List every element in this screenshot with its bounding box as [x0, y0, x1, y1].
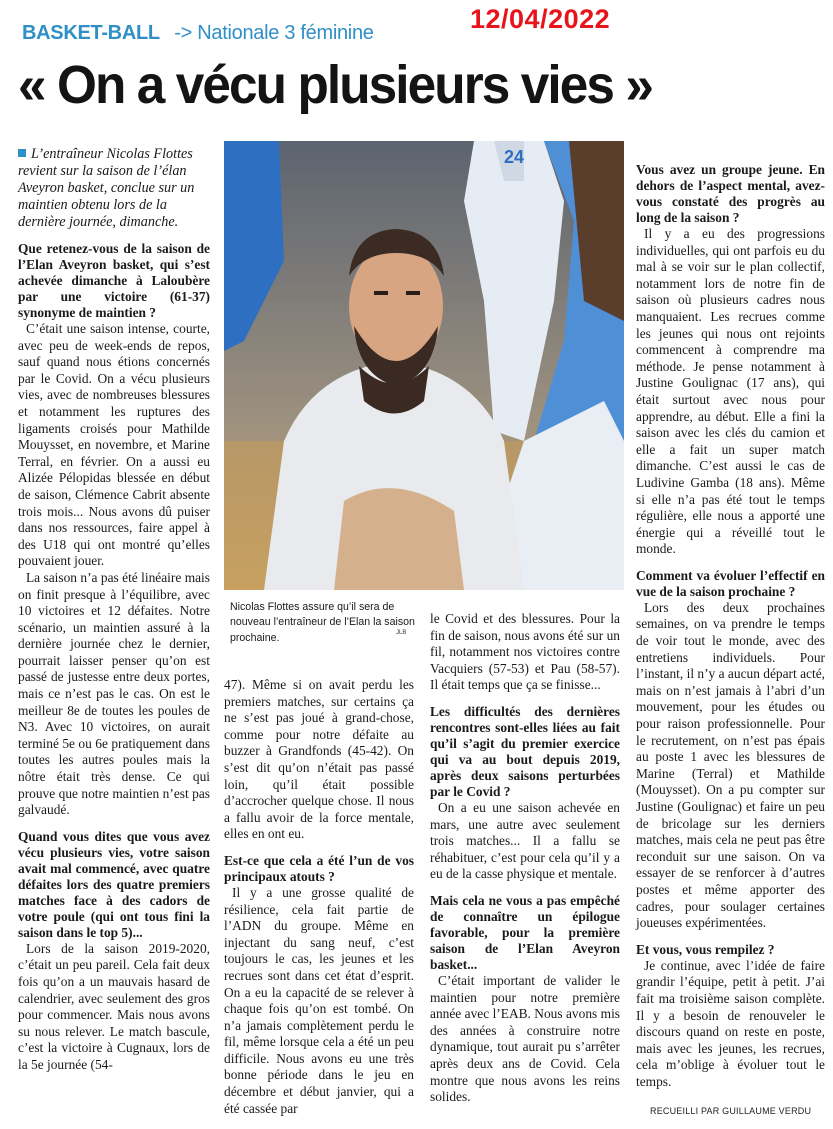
date-stamp: 12/04/2022 [470, 4, 611, 34]
intro-paragraph [18, 146, 210, 231]
question-7: Comment va évoluer l’effectif en vue de la saison prochaine ? [636, 567, 825, 599]
column-3 [430, 611, 620, 1106]
subsection-label: -> Nationale 3 féminine [174, 22, 374, 44]
column-2 [224, 677, 414, 1117]
question-5: Mais cela ne vous a pas empêché de connaître un épilogue favorable, pour la première saison de l’Elan Aveyron basket... [430, 892, 620, 972]
answer-2-p1: Lors de la saison 2019-2020, c’était un peu pareil. Cela fait deux fois qu’on a un mauvais hasard de calendrier, avec seulement des gros pour commencer. Mais nous avons su nous relever. Le match bascule, c’est la victoire à Cugnaux, lors de la 5e journée (54- [18, 940, 210, 1072]
coach-photo [224, 141, 624, 590]
answer-1-p2: La saison n’a pas été linéaire mais on finit presque à l’équilibre, avec 10 victoires et 12 défaites. Notre scénario, un maintien assuré à la dernière journée chez le dernier, pourrait laisser penser qu’on est passé de justesse entre deux portes, mais ce n’est pas le cas. On est le meilleur 8e de toutes les poules de N3. Avec 10 victoires, on aurait terminé 5e ou 6e pratiquement dans toutes les autres poules mais la nôtre était très dense. Ce qui prouve que notre maintien n’est pas galvaudé. [18, 569, 210, 818]
answer-1-p1: C’était une saison intense, courte, avec peu de week-ends de repos, sauf quand nous étions concernés par le Covid. On a vécu plusieurs vies, avec de nombreuses blessures et notamment les ruptures des ligaments croisés pour Mathilde Mouysset, en novembre, et Marine Terral, en février. On a aussi eu Alizée Pélopidas blessée en début de saison, Clémence Cabrit absente trois mois... Nous avons dû puiser dans nos ressources, faire appel à des U18 qui ont montré qu’elles pouvaient jouer. [18, 321, 210, 569]
answer-7: Lors des deux prochaines semaines, on va prendre le temps de voir tout le monde, avec des entretiens individuels. Pour l’instant, il n’y a aucun départ acté, mais on n’est jamais à l’abri d’un mouvement, pour les études ou pour raison professionnelle. Pour le recrutement, on n’est pas épais au poste 1 avec les blessures de Marine (Terral) et Mathilde (Mouysset). On a pu compter sur Justine (Goulignac) et faire un peu de bricolage sur les derniers matches, mais cela ne peut pas être reconduit sur une saison. On va essayer de se renforcer à d’autres postes et même apporter des cadres, pour soulager certaines joueuses expérimentées. [636, 599, 825, 931]
photo-caption: Nicolas Flottes assure qu’il sera de nouveau l’entraîneur de l’Elan la saison prochaine. [230, 601, 415, 644]
intro-text: L’entraîneur Nicolas Flottes revient sur la saison de l’élan Aveyron basket, conclue sur un maintien obtenu lors de la dernière journée, dimanche. [18, 146, 195, 230]
answer-5: C’était important de valider le maintien pour notre première année avec l’EAB. Nous avons mis des années à construire notre dynamique, tout aurait pu s’arrêter après deux ans de Covid. Cela montre que nous avons les reins solides. [430, 972, 620, 1105]
question-1: Que retenez-vous de la saison de l’Elan Aveyron basket, qui s’est achevée dimanche à Laloubère par une victoire (61-37) synonyme de maintien ? [18, 241, 210, 320]
section-label: BASKET-BALL [22, 22, 160, 44]
jersey-number: 24 [504, 147, 525, 167]
question-3: Est-ce que cela a été l’un de vos principaux atouts ? [224, 852, 414, 884]
answer-3-continued: le Covid et des blessures. Pour la fin de saison, nous avons été sur un fil, notamment nos victoires contre Vacquiers (57-53) et Pau (58-57). Il était temps que ça se finisse... [430, 611, 620, 693]
author-signature: RECUEILLI PAR GUILLAUME VERDU [650, 1106, 812, 1116]
column-4 [636, 162, 825, 1091]
answer-4: On a eu une saison achevée en mars, une autre avec seulement trois matches... Il a fallu se réhabituer, c’est pour cela qu’il y a eu de la casse physique et mentale. [430, 799, 620, 882]
answer-8: Je continue, avec l’idée de faire grandir l’équipe, petit à petit. J’ai fait ma troisième saison complète. Il y a besoin de renouveler le discours quand on reste en poste, mais avec les jeunes, les recrues, cela m’oblige à évoluer tout le temps. [636, 957, 825, 1089]
column-1 [18, 146, 210, 1074]
question-2: Quand vous dites que vous avez vécu plusieurs vies, votre saison avait mal commencé, avec quatre défaites lors des quatre premiers matches face à des cadors de votre poule (qui ont tous fini la saison dans le top 5)... [18, 828, 210, 940]
coach-photo-illustration [224, 141, 624, 590]
section-rubric [22, 22, 374, 45]
answer-3: Il y a une grosse qualité de résilience, cela fait partie de l’ADN du groupe. Même en injectant du sang neuf, c’est toujours le cas, les jeunes et les recrues sont dans cet état d’esprit. On a eu la capacité de se relever à chaque fois qu’on est tombé. On n’a jamais complètement perdu le fil, même lorsque cela a été un peu difficile. Nous avons eu une très bonne période dans le jeu en décembre et début janvier, qui a été cassée par [224, 884, 414, 1116]
answer-6: Il y a eu des progressions individuelles, qui ont parfois eu du mal à se voir sur le plan collectif, notamment lors de notre fin de saison où plusieurs cadres nous manquaient. Les recrues comme les jeunes qui nous ont rejoints commencent à comprendre ma méthode. Je pense notamment à Justine Goulignac (17 ans), qui était surtout avec nous pour apprendre, au début. Elle a fini la saison avec les clés du camion et elle a fait un super match dimanche. C’est aussi le cas de Ludivine Gamba (18 ans). Même si elle n’a pas été tout le temps régulière, elle nous a apporté une énergie qui a réveillé tout le monde. [636, 226, 825, 557]
question-6: Vous avez un groupe jeune. En dehors de l’aspect mental, avez-vous constaté des progrès au long de la saison ? [636, 162, 825, 225]
bullet-square-icon [18, 149, 26, 157]
photo-credit: JLB [396, 630, 407, 636]
headline: « On a vécu plusieurs vies » [18, 55, 652, 115]
question-4: Les difficultés des dernières rencontres sont-elles liées au fait qu’il s’agit du premier exercice qui va au bout depuis 2019, après deux saisons perturbées par le Covid ? [430, 703, 620, 799]
question-8: Et vous, vous rempilez ? [636, 941, 775, 957]
answer-2-continued: 47). Même si on avait perdu les premiers matches, sur certains ça ne s’est pas joué à grand-chose, comme pour notre défaite au buzzer à Grandfonds (45-42). On s’est dit qu’on n’était pas passé loin, qu’il était possible d’accrocher quelque chose. Il nous a fallu avoir de la force mentale, elles en ont eu. [224, 677, 414, 842]
